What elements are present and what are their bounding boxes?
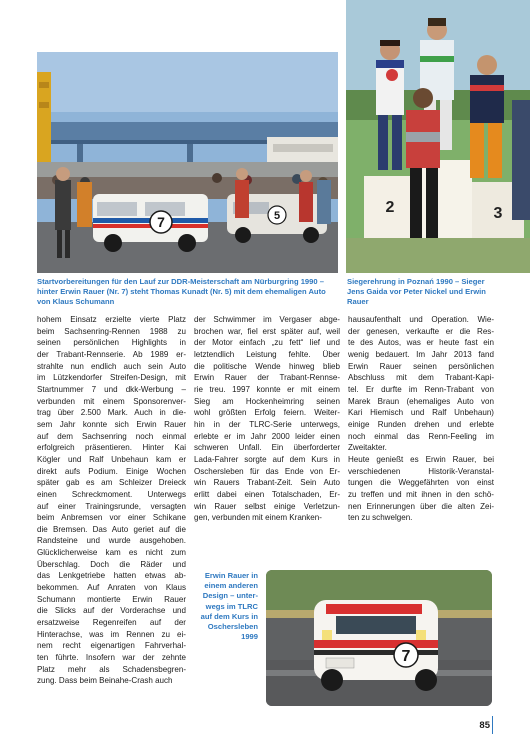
text-line: erfolgreich präsentieren. Hinter Kai [37,443,186,453]
text-line: Marek Braun (ehemaliges Auto von [348,396,494,406]
photo-oschersleben-trabant [266,570,492,706]
caption-oschersleben [194,571,258,642]
text-line: ersatzweise Regenreifen auf der [37,618,186,628]
photo-podium-poznan [346,0,530,273]
text-line: die Slicks auf der Vorderachse und [37,606,186,616]
caption-line: Startvorbereitungen für den Lauf zur DDR-Meisterschaft am Nürburgring 1990 – [37,277,324,286]
caption-podium [347,277,507,308]
text-line: Abschluss mit dem Trabant-Kapi- [348,373,494,383]
text-line: te des Autos, was er heute fast ein [348,338,494,348]
text-line: zu treffen und mit ihnen in den schö- [348,489,494,499]
caption-line: 1999 [241,632,258,642]
caption-line: Siegerehrung in Poznań 1990 – Sieger [347,277,485,286]
text-line: der genesen, verkaufte er die Res- [348,326,494,336]
text-line: sem Jahr konnte sich Erwin Rauer [37,419,186,429]
text-line: letztendlich Leistung fehlte. Über [194,349,340,359]
text-line: die Bremsen. Das Auto geriet auf die [37,524,186,534]
text-line: einen Schreckmoment. Unterwegs [37,489,186,499]
caption-line: Rauer [347,297,369,307]
text-line: das Lenkgetriebe hatten etwas ab- [37,571,186,581]
caption-line: Oschersleben [207,622,258,632]
text-line: Lada-Fahrer sorgte auf dem Kurs in [194,454,340,464]
text-line: der Trabant-Rennserie. Ab 1989 er- [37,349,186,359]
text-line: rie treu. 1997 konnte er mit einem [194,384,340,394]
car-number-5: 5 [273,210,281,222]
text-line: hin in der TLRC-Serie unterwegs, [194,419,340,429]
text-line: Kögler und Ralf Unbehaun kam er [37,454,186,464]
podium-number-3: 3 [493,205,503,222]
text-line: Glücklicherweise kam es nicht zum [37,548,186,558]
text-line: nen Erinnerungen über die alten Zei- [348,501,494,511]
text-line: direkt aufs Podium. Einige Wochen [37,466,186,476]
text-line: der Schwimmer im Vergaser abge- [194,315,340,324]
text-line: die politische Wende hinweg blieb [194,361,340,371]
page-number: 85 [479,720,490,731]
photo-nuerburgring-paddock [37,52,338,273]
text-line: Platz mehr als Schadensbegren- [37,664,186,674]
text-line: hausaufenthalt und Operation. Wie- [348,315,494,324]
caption-line: hinter Erwin Rauer (Nr. 7) steht Thomas Kunadt (Nr. 5) mit dem ehemaligen Auto [37,287,326,297]
text-line: später gab es am Schleizer Dreieck [37,478,186,488]
text-line: trag über 2.500 Mark. Auch in die- [37,408,186,418]
text-line: Randsteine und wurde ausgehoben. [37,536,186,546]
page-number-rule [492,716,493,734]
text-line: Kari Hiemisch und Ralf Unbehaun) [348,408,494,418]
text-line: hohem Einsatz erzielte vierte Platz [37,315,186,324]
text-line: wenig bedauert. Im Jahr 2013 fand [348,349,494,359]
text-line: Hinterachse, was im Rennen zu ei- [37,629,186,639]
caption-line: Erwin Rauer in [204,571,258,580]
text-line: der Motor einfach „zu fett“ lief und [194,338,340,348]
text-line: Startnummer 7 und dkk-Werbung – [37,384,186,394]
caption-line: von Klaus Schumann [37,297,115,307]
text-line: auf dem Sachsenring noch einmal [37,431,186,441]
text-line: erlitt dabei einen Totalschaden, Er- [194,489,340,499]
text-line: win Rauer selbst einige Verletzun- [194,501,340,511]
text-line: gen, verbunden mit einem Kranken- [194,513,322,523]
text-line: Oschersleben für das Ende von Er- [194,466,340,476]
caption-nuerburgring [37,277,337,308]
text-line: tel. Er durfte im Renn-Trabant von [348,384,494,394]
text-line: Zweitakter. [348,443,387,453]
text-line: brochen war, fiel erst später auf, weil [194,326,340,336]
text-column-2 [194,314,340,524]
text-line: einige Runden drehen und erlebte [348,419,494,429]
text-line: ten zu schwelgen. [348,513,413,523]
text-line: Erwin Rauer der Trabant-Rennse- [194,373,340,383]
text-line: verbunden mit einem Sponsorenver- [37,396,186,406]
caption-line: auf dem Kurs in [200,611,258,621]
text-line: Schumann montierte Erwin Rauer [37,594,186,604]
text-line: tungen die Weggefährten von einst [348,478,494,488]
text-line: ten führte. Insofern war der zehnte [37,653,186,663]
text-line: nem recht eigenartigen Fahrverhal- [37,641,186,651]
text-line: win Rauers Trabant-Zeit. Sein Auto [194,478,340,488]
text-line: Heute genießt es Erwin Rauer, bei [348,454,494,464]
text-line: Erwin Rauer seinen persönlichen [348,361,494,371]
text-column-3 [348,314,494,524]
text-line: auf einer Trainingsrunde, versagten [37,501,186,511]
caption-line: wegs im TLRC [205,601,258,611]
caption-line: Jens Gaida vor Peter Nickel und Erwin [347,287,486,297]
text-line: strahlte nun endlich auch sein Auto [37,361,186,371]
text-line: verschiedenen Historik-Veranstal- [348,466,494,476]
text-line: bekommen. Auf Anraten von Klaus [37,583,186,593]
caption-line: einem anderen [204,581,258,591]
car-number-7-trabant: 7 [401,648,411,665]
podium-number-2: 2 [385,199,395,216]
text-line: zung. Dass beim Beinahe-Crash auch [37,676,173,686]
car-number-7: 7 [157,214,165,230]
text-line: Überschlag. Doch die Räder und [37,559,186,569]
caption-line: Design – unter- [202,591,258,601]
text-line: noch einmal das Renn-Feeling im [348,431,494,441]
text-line: seinen persönlichen Highlights in [37,338,186,348]
text-line: Sieg am Hockenheimring seinen [194,396,340,406]
text-line: beim Anbremsen vor einer Schikane [37,513,186,523]
text-column-1 [37,314,186,687]
text-line: beim Sachsenring-Rennen 1988 zu [37,326,186,336]
text-line: schweren Unfall. Ein überforderter [194,443,340,453]
text-line: im Lützkendorfer Streifen-Design, mit [37,373,186,383]
text-line: wohl größten Erfolg feiern. Weiter- [194,408,340,418]
text-line: erlebte er im Jahr 2000 leider einen [194,431,340,441]
